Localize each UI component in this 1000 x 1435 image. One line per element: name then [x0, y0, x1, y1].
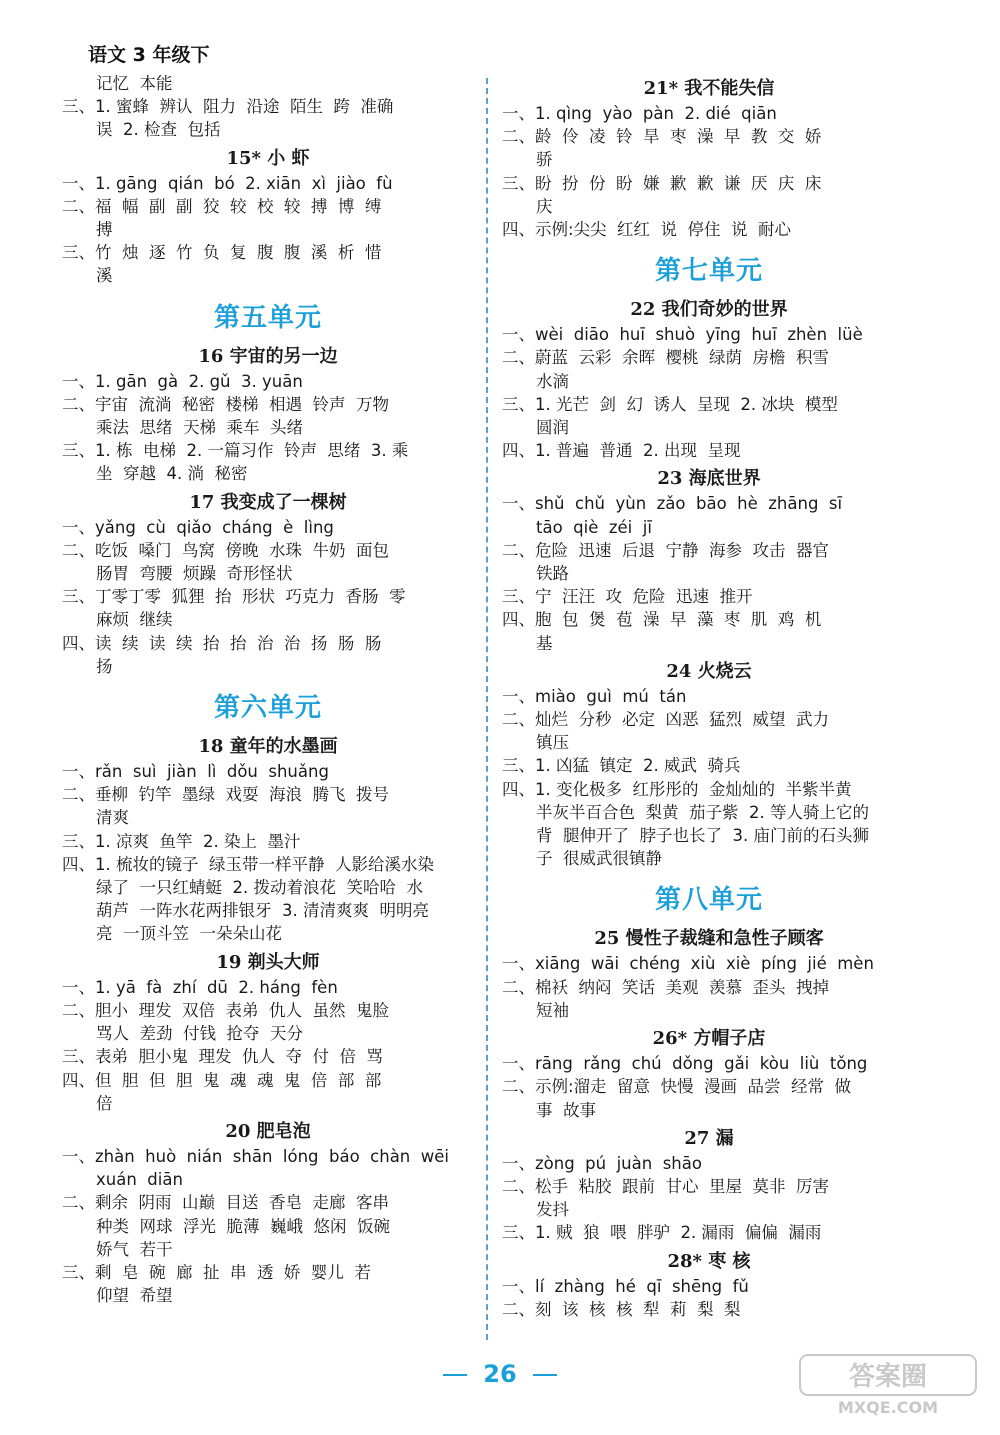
- answer-line: 一、xiāng wāi chéng xiù xiè píng jié mèn: [502, 954, 874, 974]
- answer-line: 三、盼 扮 份 盼 嫌 歉 歉 谦 厌 庆 床: [502, 173, 822, 193]
- answer-line: 三、宁 汪汪 攻 危险 迅速 推开: [502, 587, 753, 607]
- answer-line: 一、miào guì mú tán: [502, 686, 687, 706]
- answer-line: 种类 网球 浮光 脆薄 巍峨 悠闲 饭碗: [96, 1216, 390, 1236]
- answer-line: 一、1. gān gà 2. gǔ 3. yuān: [62, 371, 303, 391]
- answer-line: 庆: [536, 196, 553, 216]
- lesson-heading: 22 我们奇妙的世界: [630, 299, 788, 321]
- answer-line: 三、1. 凶猛 镇定 2. 威武 骑兵: [502, 756, 741, 776]
- page-number-rule-right: [533, 1374, 557, 1376]
- lesson-heading: 23 海底世界: [657, 468, 761, 490]
- lesson-heading: 17 我变成了一棵树: [189, 491, 347, 513]
- unit-heading: 第五单元: [213, 302, 322, 333]
- answer-line: 娇气 若干: [96, 1239, 173, 1259]
- answer-line: 记忆 本能: [96, 74, 173, 93]
- answer-line: 二、剩余 阴雨 山巅 目送 香皂 走廊 客串: [62, 1193, 389, 1213]
- answer-line: 三、表弟 胆小鬼 理发 仇人 夺 付 倍 骂: [62, 1047, 383, 1067]
- answer-line: 二、垂柳 钓竿 墨绿 戏耍 海浪 腾飞 拨号: [62, 785, 389, 805]
- answer-line: 四、1. 变化极多 红彤彤的 金灿灿的 半紫半黄: [502, 779, 852, 799]
- answer-line: 一、lí zhàng hé qī shēng fǔ: [502, 1276, 749, 1296]
- answer-line: 一、1. yā fà zhí dū 2. háng fèn: [62, 977, 338, 997]
- lesson-heading: 28* 枣 核: [667, 1250, 751, 1272]
- answer-line: 三、1. 光芒 剑 幻 诱人 呈现 2. 冰块 模型: [502, 394, 838, 414]
- right-column: [502, 72, 916, 1321]
- answer-line: 镇压: [536, 733, 569, 753]
- lesson-heading: 15* 小 虾: [226, 147, 310, 169]
- unit-heading: 第八单元: [654, 885, 763, 916]
- answer-line: 二、刻 该 核 核 犁 莉 梨 梨: [502, 1299, 741, 1319]
- answer-line: 三、1. 蜜蜂 辨认 阻力 沿途 陌生 跨 准确: [62, 97, 394, 117]
- answer-line: 肠胃 弯腰 烦躁 奇形怪状: [96, 564, 293, 584]
- answer-line: 一、zòng pú juàn shāo: [502, 1153, 702, 1173]
- answer-line: 二、龄 伶 凌 铃 旱 枣 澡 早 教 交 娇: [502, 127, 822, 147]
- answer-line: 三、剩 皂 碗 廊 扯 串 透 娇 婴儿 若: [62, 1262, 371, 1282]
- page-header: [88, 40, 209, 67]
- answer-line: 事 故事: [536, 1100, 596, 1120]
- answer-line: 四、示例:尖尖 红红 说 停住 说 耐心: [502, 220, 792, 240]
- answer-line: 麻烦 继续: [96, 610, 173, 630]
- answer-line: 圆润: [536, 418, 569, 438]
- answer-line: 基: [536, 633, 553, 653]
- answer-line: 二、胆小 理发 双倍 表弟 仇人 虽然 鬼脸: [62, 1000, 389, 1020]
- answer-line: 二、吃饭 嗓门 鸟窝 傍晚 水珠 牛奶 面包: [62, 540, 389, 560]
- answer-line: 发抖: [536, 1200, 569, 1220]
- answer-line: 搏: [96, 220, 113, 240]
- answer-line: 短袖: [536, 1000, 569, 1020]
- answer-line: 一、wèi diāo huī shuò yīng huī zhèn lüè: [502, 325, 863, 345]
- answer-line: 三、竹 烛 逐 竹 负 复 腹 腹 溪 析 惜: [62, 243, 382, 263]
- answer-line: 二、示例:溜走 留意 快慢 漫画 品尝 经常 做: [502, 1077, 851, 1097]
- lesson-heading: 19 剃头大师: [216, 951, 320, 973]
- unit-heading: 第七单元: [654, 256, 763, 287]
- answer-line: 一、1. gāng qián bó 2. xiān xì jiào fù: [62, 173, 393, 193]
- watermark-text-en: MXQE.COM: [837, 1398, 939, 1417]
- answer-line: 误 2. 检查 包括: [96, 120, 221, 140]
- answer-line: 二、危险 迅速 后退 宁静 海参 攻击 器官: [502, 540, 829, 560]
- answer-line: 背 腿伸开了 脖子也长了 3. 庙门前的石头狮: [536, 826, 869, 846]
- answer-line: 一、1. qìng yào pàn 2. dié qiān: [502, 104, 777, 123]
- answer-line: 三、1. 贼 狼 喂 胖驴 2. 漏雨 偏偏 漏雨: [502, 1223, 822, 1243]
- unit-heading: 第六单元: [213, 693, 322, 724]
- answer-line: 溪: [96, 266, 113, 286]
- answer-line: 葫芦 一阵水花两排银牙 3. 清清爽爽 明明亮: [96, 901, 429, 921]
- answer-line: 三、1. 凉爽 鱼竿 2. 染上 墨汁: [62, 831, 301, 851]
- lesson-heading: 20 肥皂泡: [225, 1120, 311, 1142]
- answer-line: 三、丁零丁零 狐狸 抬 形状 巧克力 香肠 零: [62, 587, 406, 607]
- answer-line: 二、福 幅 副 副 狡 较 校 较 搏 博 缚: [62, 196, 382, 216]
- lesson-heading: 27 漏: [684, 1127, 734, 1149]
- answer-line: 一、shǔ chǔ yùn zǎo bāo hè zhāng sī: [502, 494, 843, 514]
- answer-line: 绿了 一只红蜻蜓 2. 拨动着浪花 笑哈哈 水: [96, 878, 423, 898]
- answer-line: 乘法 思绪 天梯 乘车 头绪: [96, 418, 303, 438]
- answer-line: 半灰半百合色 梨黄 茄子紫 2. 等人骑上它的: [536, 802, 869, 822]
- page-number-value: 26: [483, 1360, 517, 1388]
- column-divider: [486, 78, 488, 1340]
- answer-line: 二、蔚蓝 云彩 余晖 樱桃 绿荫 房檐 积雪: [502, 348, 829, 368]
- lesson-heading: 25 慢性子裁缝和急性子顾客: [594, 928, 824, 950]
- answer-line: 二、松手 粘胶 跟前 甘心 里屋 莫非 厉害: [502, 1176, 829, 1196]
- answer-line: 一、yǎng cù qiǎo cháng è lìng: [62, 517, 334, 537]
- answer-line: 扬: [96, 656, 113, 676]
- answer-line: 一、zhàn huò nián shān lóng báo chàn wēi: [62, 1146, 449, 1166]
- answer-line: 四、读 续 读 续 抬 抬 治 治 扬 肠 肠: [62, 633, 382, 653]
- lesson-heading: 24 火烧云: [666, 660, 752, 682]
- answer-line: tāo qiè zéi jī: [536, 517, 652, 537]
- answer-line: 倍: [96, 1093, 113, 1113]
- answer-line: 水滴: [536, 371, 569, 391]
- answer-line: 一、rāng rǎng chú dǒng gǎi kòu liù tǒng: [502, 1054, 868, 1074]
- answer-line: 铁路: [536, 564, 569, 584]
- answer-line: 仰望 希望: [96, 1286, 173, 1306]
- answer-line: 二、棉袄 纳闷 笑话 美观 羡慕 歪头 拽掉: [502, 977, 829, 997]
- answer-line: 四、但 胆 但 胆 鬼 魂 魂 鬼 倍 部 部: [62, 1070, 382, 1090]
- answer-line: 二、宇宙 流淌 秘密 楼梯 相遇 铃声 万物: [62, 394, 389, 414]
- watermark-text-cn: 答案圈: [848, 1362, 928, 1392]
- answer-line: 四、1. 梳妆的镜子 绿玉带一样平静 人影给溪水染: [62, 854, 434, 874]
- answer-line: 坐 穿越 4. 淌 秘密: [96, 464, 248, 484]
- book-title: 语文 3 年级下: [88, 44, 210, 66]
- lesson-heading: 26* 方帽子店: [652, 1028, 766, 1050]
- answer-line: 清爽: [96, 808, 129, 828]
- lesson-heading: 21* 我不能失信: [643, 78, 775, 99]
- answer-line: 二、灿烂 分秒 必定 凶恶 猛烈 威望 武力: [502, 710, 829, 730]
- lesson-heading: 16 宇宙的另一边: [198, 345, 338, 367]
- answer-line: xuán diān: [96, 1170, 183, 1190]
- answer-line: 四、胞 包 煲 苞 澡 早 藻 枣 肌 鸡 机: [502, 610, 822, 630]
- watermark-logo: [798, 1353, 978, 1417]
- page-number-rule-left: [443, 1374, 467, 1376]
- answer-line: 一、rǎn suì jiàn lì dǒu shuǎng: [62, 762, 329, 782]
- answer-line: 子 很威武很镇静: [536, 849, 662, 869]
- lesson-heading: 18 童年的水墨画: [198, 736, 338, 758]
- answer-line: 亮 一顶斗笠 一朵朵山花: [96, 924, 282, 944]
- answer-line: 骄: [536, 150, 553, 170]
- answer-line: 三、1. 栋 电梯 2. 一篇习作 铃声 思绪 3. 乘: [62, 441, 409, 461]
- answer-line: 四、1. 普遍 普通 2. 出现 呈现: [502, 441, 741, 461]
- left-column: [62, 72, 474, 1307]
- answer-line: 骂人 差劲 付钱 抢夺 天分: [96, 1024, 303, 1044]
